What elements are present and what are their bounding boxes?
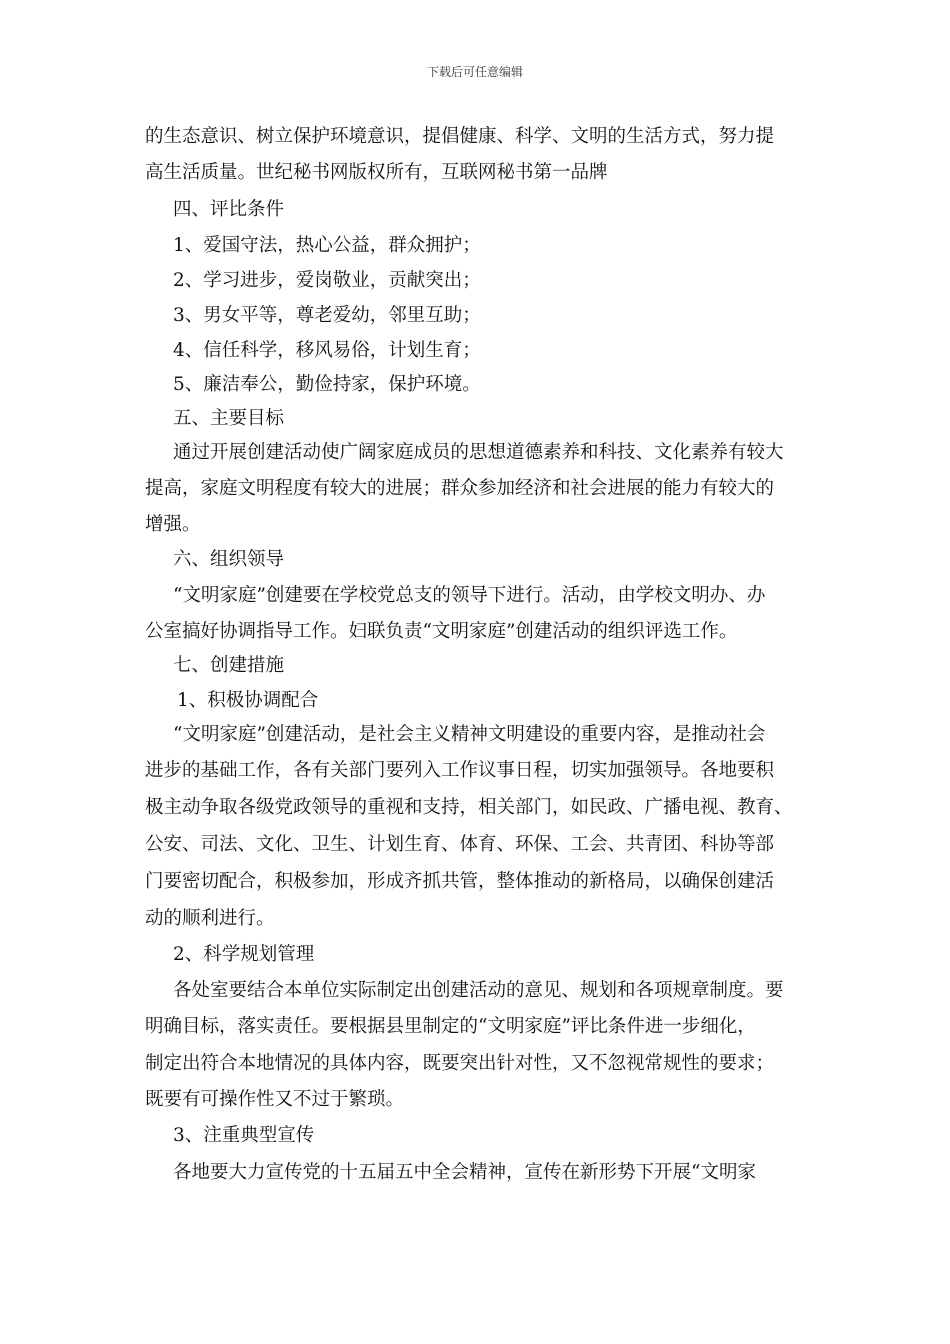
paragraph-line: 公安、司法、文化、卫生、计划生育、体育、环保、工会、共青团、科协等部 <box>145 834 775 855</box>
paragraph-line: 进步的基础工作，各有关部门要列入工作议事日程，切实加强领导。各地要积 <box>145 760 775 781</box>
list-item: 4、信任科学，移风易俗，计划生育； <box>173 340 481 361</box>
paragraph-line: 明确目标，落实责任。要根据县里制定的“文明家庭”评比条件进一步细化， <box>145 1016 756 1037</box>
paragraph-line: 提高，家庭文明程度有较大的进展；群众参加经济和社会进展的能力有较大的 <box>145 478 775 499</box>
paragraph-line: “文明家庭”创建要在学校党总支的领导下进行。活动，由学校文明办、办 <box>173 585 766 606</box>
paragraph-line: 制定出符合本地情况的具体内容，既要突出针对性，又不忽视常规性的要求； <box>145 1053 775 1074</box>
subsection-heading: 2、科学规划管理 <box>173 944 315 965</box>
paragraph-line: 的生态意识、树立保护环境意识，提倡健康、科学、文明的生活方式，努力提 <box>145 126 775 147</box>
list-item: 1、爱国守法，热心公益，群众拥护； <box>173 235 481 256</box>
paragraph-line: 增强。 <box>145 514 201 535</box>
list-item: 2、学习进步，爱岗敬业，贡献突出； <box>173 270 481 291</box>
paragraph-line: 极主动争取各级党政领导的重视和支持，相关部门，如民政、广播电视、教育、 <box>145 797 793 818</box>
paragraph-line: “文明家庭”创建活动，是社会主义精神文明建设的重要内容，是推动社会 <box>173 724 766 745</box>
paragraph-line: 各处室要结合本单位实际制定出创建活动的意见、规划和各项规章制度。要 <box>173 980 784 1001</box>
list-item: 5、廉洁奉公，勤俭持家，保护环境。 <box>173 374 481 395</box>
page-header: 下载后可任意编辑 <box>426 65 523 79</box>
section-heading: 五、主要目标 <box>173 408 285 429</box>
paragraph-line: 既要有可操作性又不过于繁琐。 <box>145 1089 405 1110</box>
paragraph-line: 门要密切配合，积极参加，形成齐抓共管，整体推动的新格局，以确保创建活 <box>145 871 775 892</box>
paragraph-line: 通过开展创建活动使广阔家庭成员的思想道德素养和科技、文化素养有较大 <box>173 442 784 463</box>
section-heading: 六、组织领导 <box>173 549 285 570</box>
paragraph-line: 高生活质量。世纪秘书网版权所有，互联网秘书第一品牌 <box>145 162 608 183</box>
subsection-heading: 3、注重典型宣传 <box>173 1125 315 1146</box>
paragraph-line: 公室搞好协调指导工作。妇联负责“文明家庭”创建活动的组织评选工作。 <box>145 621 738 642</box>
paragraph-line: 动的顺利进行。 <box>145 908 275 929</box>
subsection-heading: 1、积极协调配合 <box>177 690 319 711</box>
section-heading: 七、创建措施 <box>173 655 285 676</box>
section-heading: 四、评比条件 <box>173 199 285 220</box>
list-item: 3、男女平等，尊老爱幼，邻里互助； <box>173 305 481 326</box>
paragraph-line: 各地要大力宣传党的十五届五中全会精神，宣传在新形势下开展“文明家 <box>173 1162 756 1183</box>
